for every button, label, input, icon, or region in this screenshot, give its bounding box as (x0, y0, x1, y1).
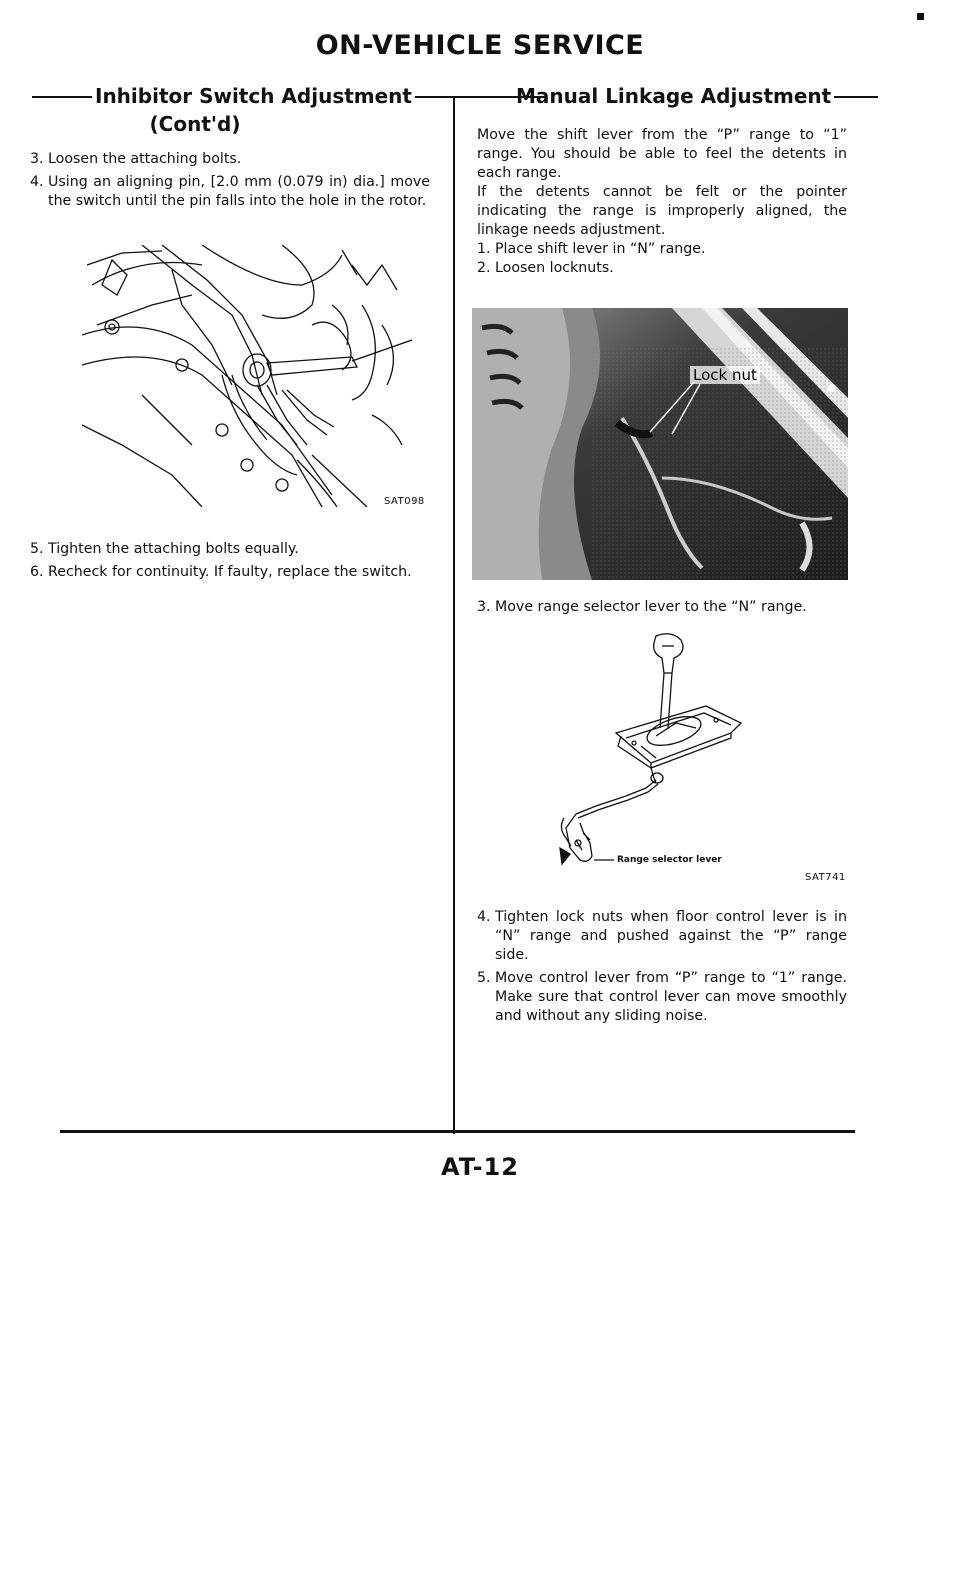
left-heading-text: Inhibitor Switch Adjustment (95, 84, 412, 108)
step-text: Tighten the attaching bolts equally. (48, 541, 299, 557)
inhibitor-switch-figure (82, 245, 412, 507)
step-item (30, 563, 430, 582)
step-item (30, 173, 430, 211)
range-selector-figure (556, 628, 756, 873)
step-item (477, 598, 847, 617)
step-text: Place shift lever in “N” range. (495, 241, 706, 257)
corner-mark (917, 13, 924, 20)
intro-paragraph: If the detents cannot be felt or the pointer indicating the range is improperly aligned, the linkage needs adjustment. (477, 184, 847, 238)
step-number: 2. (477, 260, 491, 276)
figure-code: SAT098 (384, 496, 425, 507)
step-number: 3. (30, 151, 44, 167)
step-text: Move range selector lever to the “N” range. (495, 599, 807, 615)
step-number: 3. (477, 599, 491, 615)
step-item (30, 540, 430, 559)
step-text: Recheck for continuity. If faulty, replace the switch. (48, 564, 412, 580)
step-text: Loosen the attaching bolts. (48, 151, 242, 167)
step-number: 6. (30, 564, 44, 580)
step-number: 1. (477, 241, 491, 257)
heading-rule (32, 96, 92, 98)
left-steps-before (30, 150, 430, 215)
right-intro (477, 126, 847, 282)
heading-rule (455, 96, 513, 98)
locknut-photo (472, 308, 848, 580)
intro-paragraph: Move the shift lever from the “P” range to “1” range. You should be able to feel the detents in each range. (477, 127, 847, 181)
right-heading-text: Manual Linkage Adjustment (516, 84, 832, 108)
column-divider (453, 96, 455, 1134)
left-steps-after (30, 540, 430, 586)
step-item (477, 969, 847, 1026)
step-text: Tighten lock nuts when floor control lever is in “N” range and pushed against the “P” range side. (495, 909, 847, 963)
step-number: 4. (477, 909, 491, 925)
step-number: 4. (30, 174, 44, 190)
step-item (477, 908, 847, 965)
lock-nut-label: Lock nut (690, 366, 760, 384)
right-steps-c (477, 908, 847, 1030)
step-item (477, 259, 847, 278)
step-number: 5. (477, 970, 491, 986)
step-item (477, 240, 847, 259)
range-selector-label: Range selector lever (617, 855, 722, 865)
page-number: AT-12 (441, 1153, 519, 1181)
heading-rule (834, 96, 878, 98)
right-section-heading (455, 84, 878, 108)
step-text: Move control lever from “P” range to “1” range. Make sure that control lever can move smoothly and without any sliding noise. (495, 970, 847, 1024)
step-text: Using an aligning pin, [2.0 mm (0.079 in) dia.] move the switch until the pin falls into the hole in the rotor. (48, 174, 430, 209)
left-section-subheading: (Cont'd) (149, 112, 241, 136)
figure-code: SAT741 (805, 872, 846, 883)
step-number: 5. (30, 541, 44, 557)
right-steps-b (477, 598, 847, 621)
page-title: ON-VEHICLE SERVICE (315, 30, 645, 61)
step-item (30, 150, 430, 169)
step-text: Loosen locknuts. (495, 260, 614, 276)
footer-rule (60, 1130, 855, 1133)
